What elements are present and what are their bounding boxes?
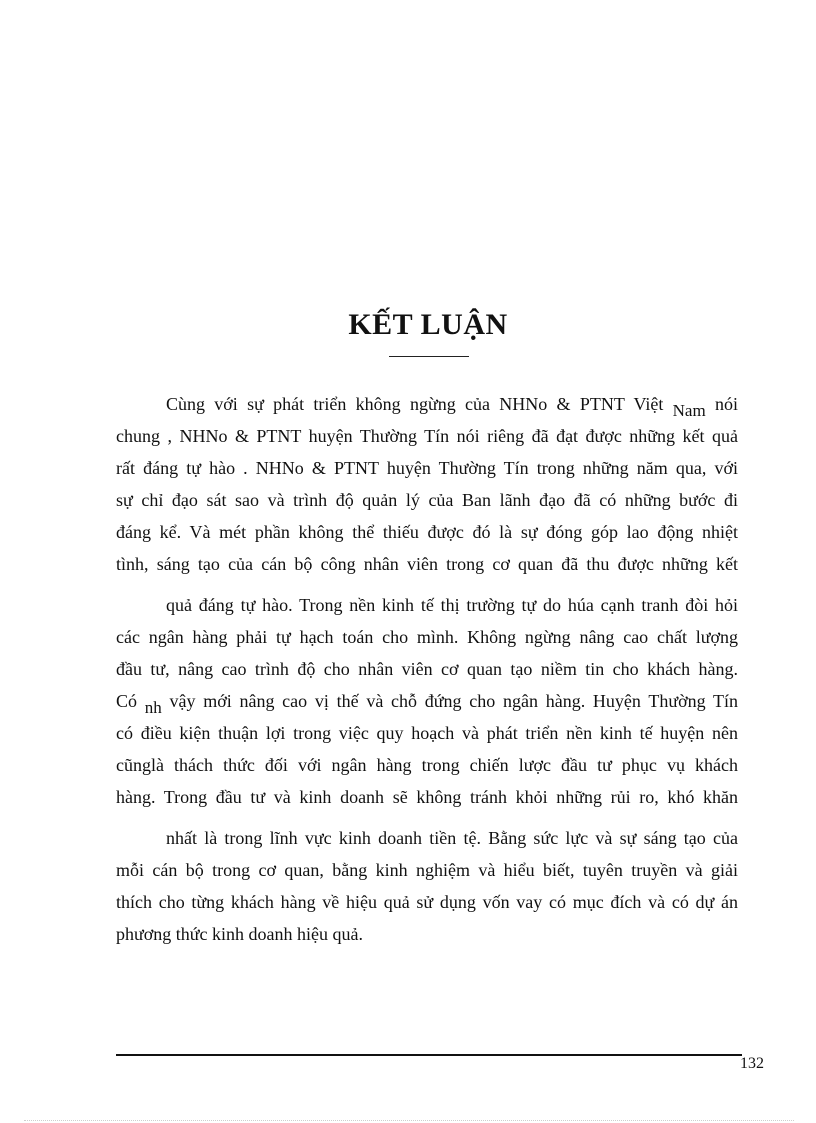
page-title: KẾT LUẬN <box>348 308 508 341</box>
paragraph-3-line-1: nhất là trong lĩnh vực kinh doanh tiền tệ. Bằng sức lực và sự sáng tạo của <box>166 828 738 848</box>
paragraph-2-line-7: hàng. Trong đầu tư và kinh doanh sẽ không tránh khỏi những rủi ro, khó khăn <box>116 787 738 807</box>
paragraph-2-line-3: đầu tư, nâng cao trình độ cho nhân viên cơ quan tạo niềm tin cho khách hàng. <box>116 659 738 679</box>
text-run: nói <box>705 394 738 414</box>
title-underline <box>389 356 469 357</box>
page-bottom-border <box>24 1120 794 1121</box>
text-run: Cùng với sự phát triển không ngừng của NHNo & PTNT Việt <box>166 394 673 414</box>
paragraph-3-line-4: phương thức kinh doanh hiệu quả. <box>116 924 363 944</box>
paragraph-3-line-2: mỗi cán bộ trong cơ quan, bằng kinh nghiệm và hiểu biết, tuyên truyền và giải <box>116 860 738 880</box>
paragraph-2-line-1: quả đáng tự hào. Trong nền kinh tế thị trường tự do húa cạnh tranh đòi hỏi <box>166 595 738 615</box>
text-run: Có <box>116 691 145 711</box>
paragraph-1-line-1 <box>166 394 738 420</box>
paragraph-2-line-4 <box>116 691 738 717</box>
text-run: vậy mới nâng cao vị thế và chỗ đứng cho ngân hàng. Huyện Thường Tín <box>161 691 738 711</box>
paragraph-2-line-6: cũnglà thách thức đối với ngân hàng trong chiến lược đầu tư phục vụ khách <box>116 755 738 775</box>
paragraph-2-line-2: các ngân hàng phải tự hạch toán cho mình. Không ngừng nâng cao chất lượng <box>116 627 738 647</box>
paragraph-1-line-4: sự chỉ đạo sát sao và trình độ quản lý của Ban lãnh đạo đã có những bước đi <box>116 490 738 510</box>
paragraph-1-line-2: chung , NHNo & PTNT huyện Thường Tín nói riêng đã đạt được những kết quả <box>116 426 738 446</box>
text-run-subscript: Nam <box>672 401 706 420</box>
text-run-subscript: nh <box>144 698 162 717</box>
paragraph-2-line-5: có điều kiện thuận lợi trong việc quy hoạch và phát triển nền kinh tế huyện nên <box>116 723 738 743</box>
paragraph-1-line-6: tình, sáng tạo của cán bộ công nhân viên trong cơ quan đã thu được những kết <box>116 554 738 574</box>
paragraph-3-line-3: thích cho từng khách hàng về hiệu quả sử dụng vốn vay có mục đích và có dự án <box>116 892 738 912</box>
footer-rule <box>116 1054 742 1056</box>
paragraph-1-line-5: đáng kể. Và mét phần không thể thiếu được đó là sự đóng góp lao động nhiệt <box>116 522 738 542</box>
page-number: 132 <box>740 1055 764 1072</box>
paragraph-1-line-3: rất đáng tự hào . NHNo & PTNT huyện Thường Tín trong những năm qua, với <box>116 458 738 478</box>
